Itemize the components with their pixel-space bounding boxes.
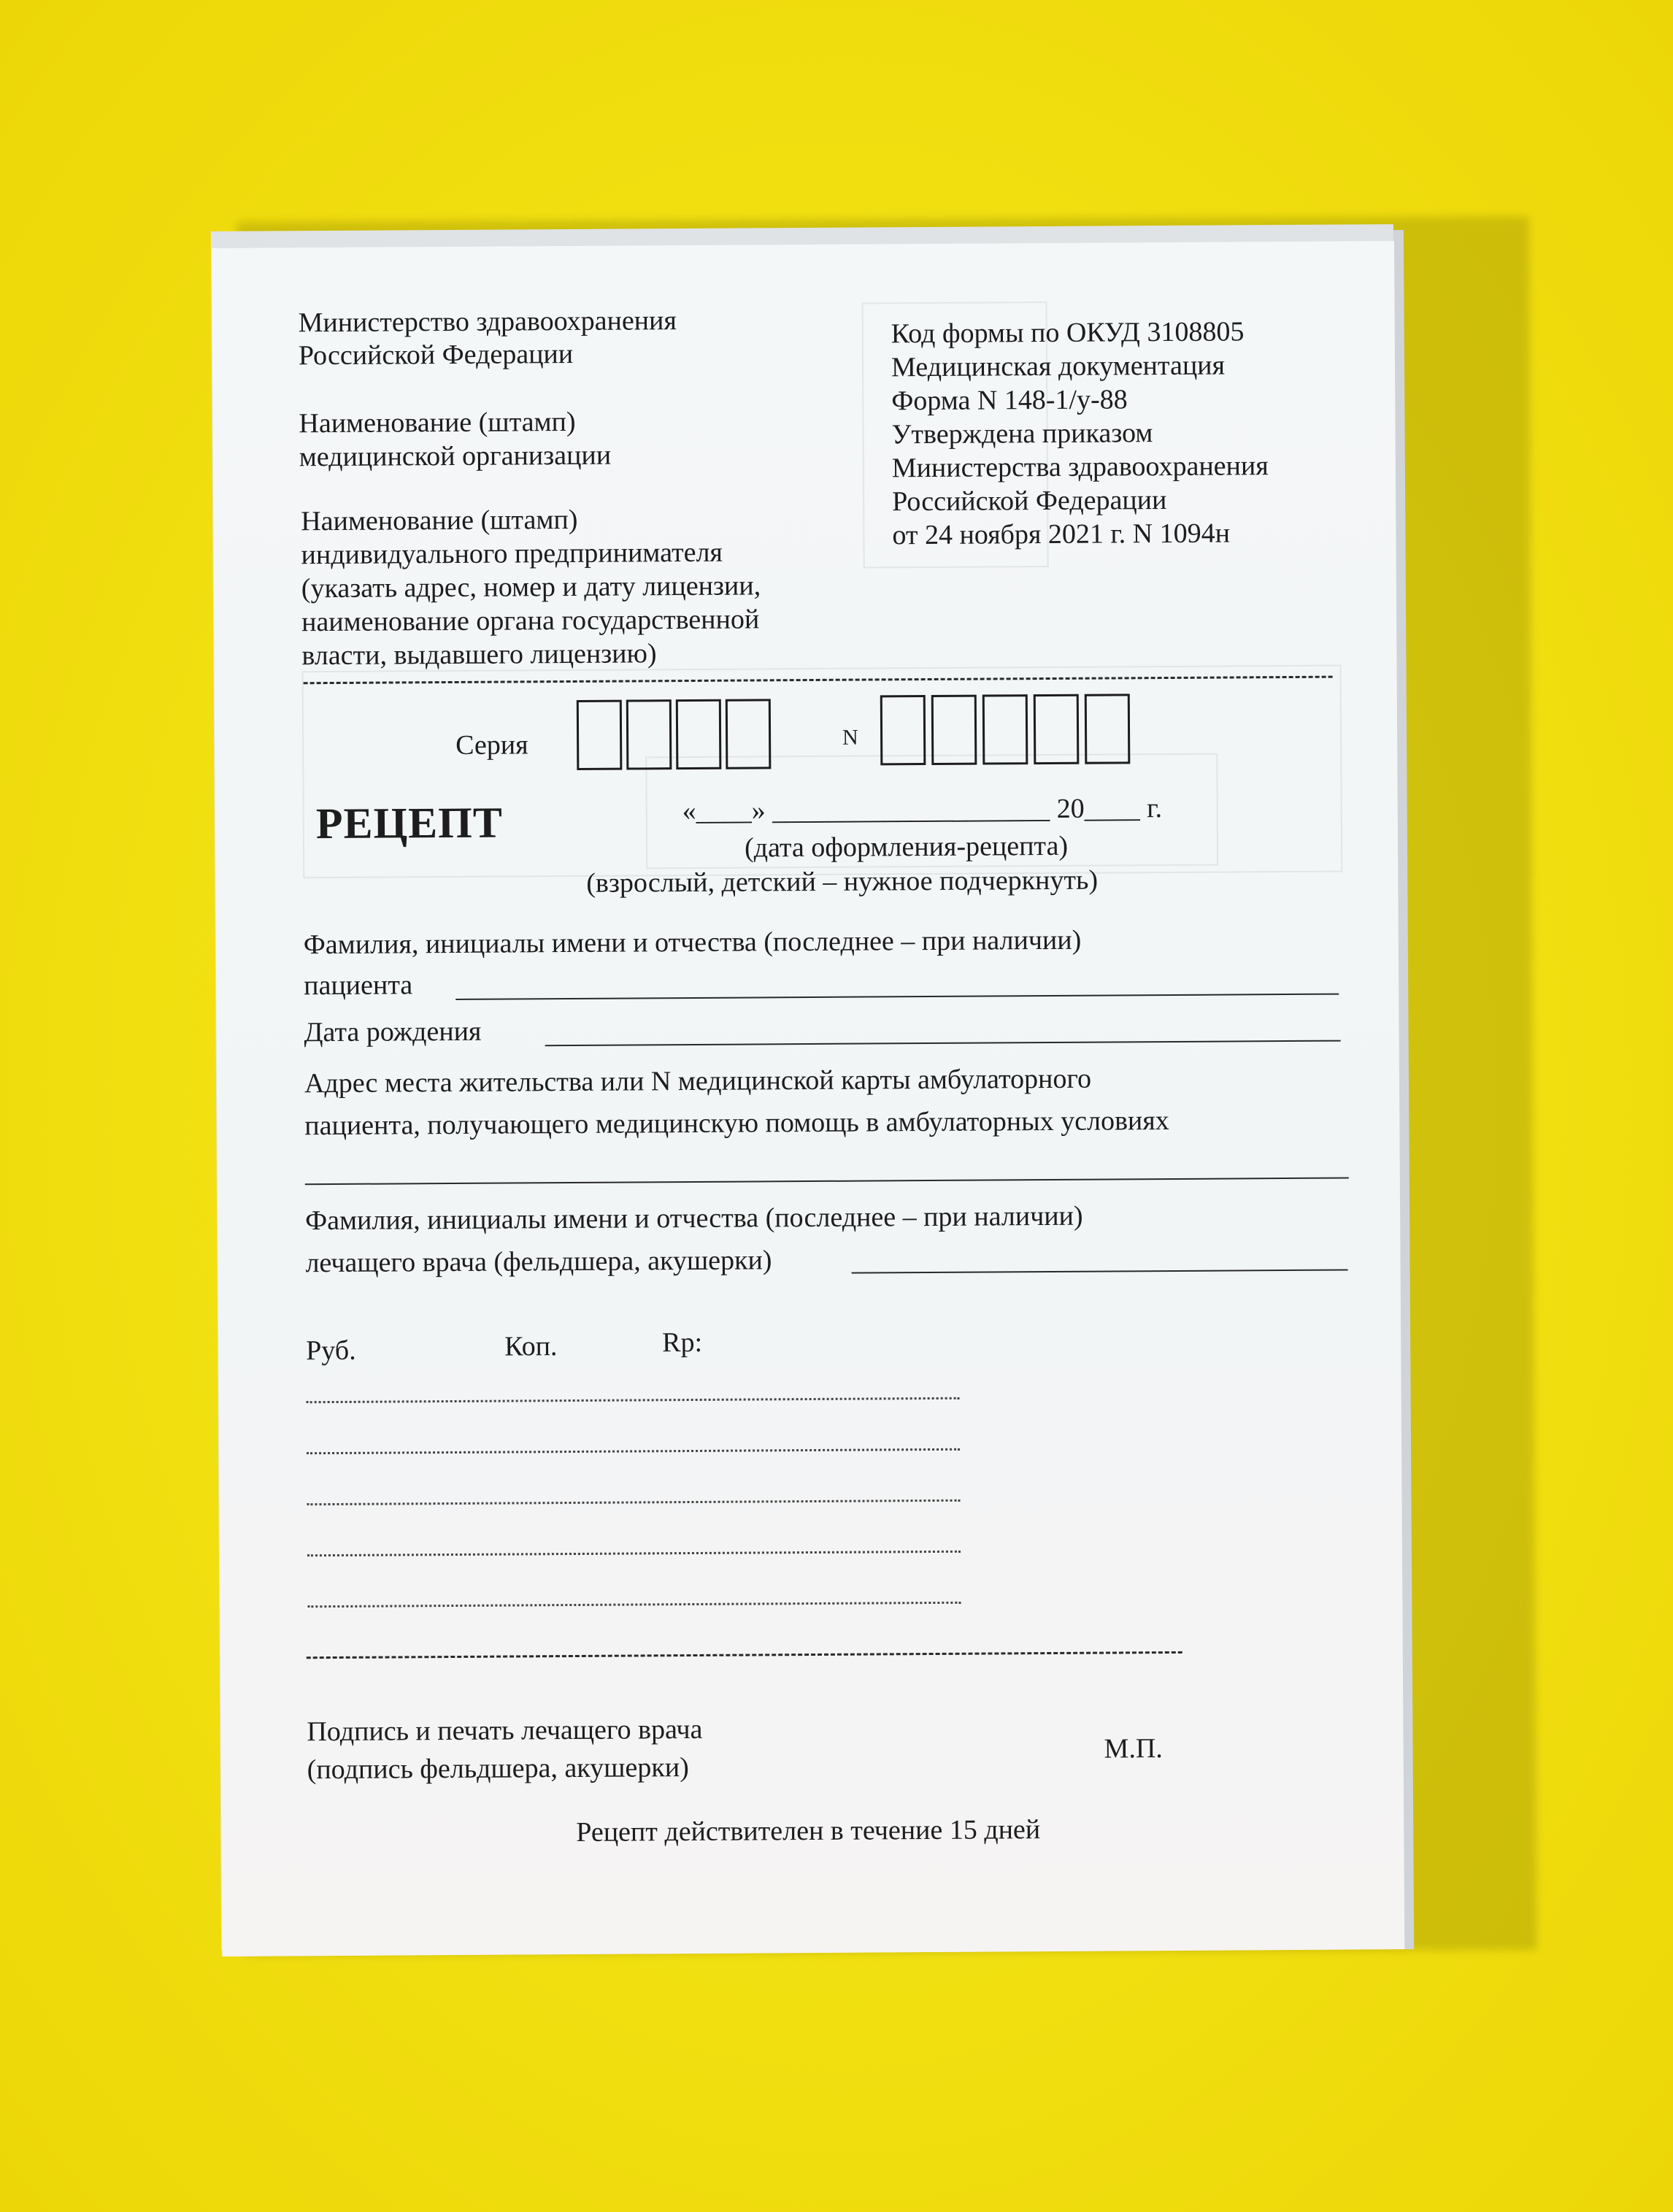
address-field[interactable] xyxy=(305,1178,1349,1186)
series-digit-box[interactable] xyxy=(626,699,672,769)
number-digit-box[interactable] xyxy=(880,695,926,765)
birth-date-field[interactable] xyxy=(545,1040,1341,1047)
patient-name-label-2: пациента xyxy=(304,969,413,1002)
series-digit-box[interactable] xyxy=(676,699,722,769)
recipe-title: РЕЦЕПТ xyxy=(315,798,504,848)
recipe-date-line[interactable]: «____» ____________________ 20____ г. xyxy=(682,793,1163,827)
doctor-label-2: лечащего врача (фельдшера, акушерки) xyxy=(305,1245,772,1279)
kop-label: Коп. xyxy=(504,1331,558,1362)
rx-separator xyxy=(307,1651,1182,1659)
address-label-2: пациента, получающего медицинскую помощь в амбулаторных условиях xyxy=(304,1105,1169,1142)
form-ministry: Министерства здравоохранения xyxy=(891,450,1269,484)
number-digit-box[interactable] xyxy=(931,695,977,765)
number-label: N xyxy=(842,725,858,750)
med-org-line-2: медицинской организации xyxy=(299,439,612,473)
number-digit-box[interactable] xyxy=(1034,694,1080,764)
prescription-form xyxy=(212,241,1404,1956)
patient-name-field[interactable] xyxy=(455,994,1339,1000)
doctor-label-1: Фамилия, инициалы имени и отчества (последнее – при наличии) xyxy=(305,1200,1083,1237)
birth-date-label: Дата рождения xyxy=(304,1015,482,1048)
validity-note: Рецепт действителен в течение 15 дней xyxy=(576,1814,1041,1848)
series-digit-box[interactable] xyxy=(577,700,623,770)
entrepreneur-line-5: власти, выдавшего лицензию) xyxy=(301,638,657,672)
series-digit-box[interactable] xyxy=(726,699,772,769)
form-order-date: от 24 ноября 2021 г. N 1094н xyxy=(892,518,1231,551)
number-digit-box[interactable] xyxy=(982,694,1028,764)
form-code: Код формы по ОКУД 3108805 xyxy=(891,316,1245,350)
form-federation: Российской Федерации xyxy=(892,485,1167,518)
recipe-date-caption: (дата оформления-рецепта) xyxy=(744,830,1069,864)
address-label-1: Адрес места жительства или N медицинской карты амбулаторного xyxy=(304,1063,1092,1099)
rx-line[interactable] xyxy=(307,1602,961,1608)
signature-label-1: Подпись и печать лечащего врача xyxy=(307,1713,703,1748)
rx-line[interactable] xyxy=(307,1397,960,1403)
entrepreneur-line-3: (указать адрес, номер и дату лицензии, xyxy=(301,570,761,604)
entrepreneur-line-4: наименование органа государственной xyxy=(301,604,760,638)
form-approved: Утверждена приказом xyxy=(891,418,1153,450)
rx-line[interactable] xyxy=(307,1448,960,1454)
series-label: Серия xyxy=(455,729,528,761)
signature-label-2: (подпись фельдшера, акушерки) xyxy=(307,1752,689,1786)
form-number: Форма N 148-1/у-88 xyxy=(891,384,1128,417)
doctor-field[interactable] xyxy=(852,1270,1348,1274)
form-doc-type: Медицинская документация xyxy=(891,350,1226,383)
entrepreneur-line-1: Наименование (штамп) xyxy=(301,504,578,537)
rx-line[interactable] xyxy=(307,1499,961,1505)
rub-label: Руб. xyxy=(306,1335,356,1367)
med-org-line-1: Наименование (штамп) xyxy=(299,406,576,439)
ministry-line-2: Российской Федерации xyxy=(298,338,574,372)
entrepreneur-line-2: индивидуального предпринимателя xyxy=(301,537,723,571)
number-digit-box[interactable] xyxy=(1085,694,1131,764)
rp-label: Rp: xyxy=(662,1326,703,1359)
patient-name-label-1: Фамилия, инициалы имени и отчества (последнее – при наличии) xyxy=(303,924,1082,961)
ministry-line-1: Министерство здравоохранения xyxy=(298,305,677,339)
rx-line[interactable] xyxy=(307,1551,961,1556)
stamp-label: М.П. xyxy=(1104,1733,1163,1764)
recipe-age-caption[interactable]: (взрослый, детский – нужное подчеркнуть) xyxy=(586,864,1099,899)
